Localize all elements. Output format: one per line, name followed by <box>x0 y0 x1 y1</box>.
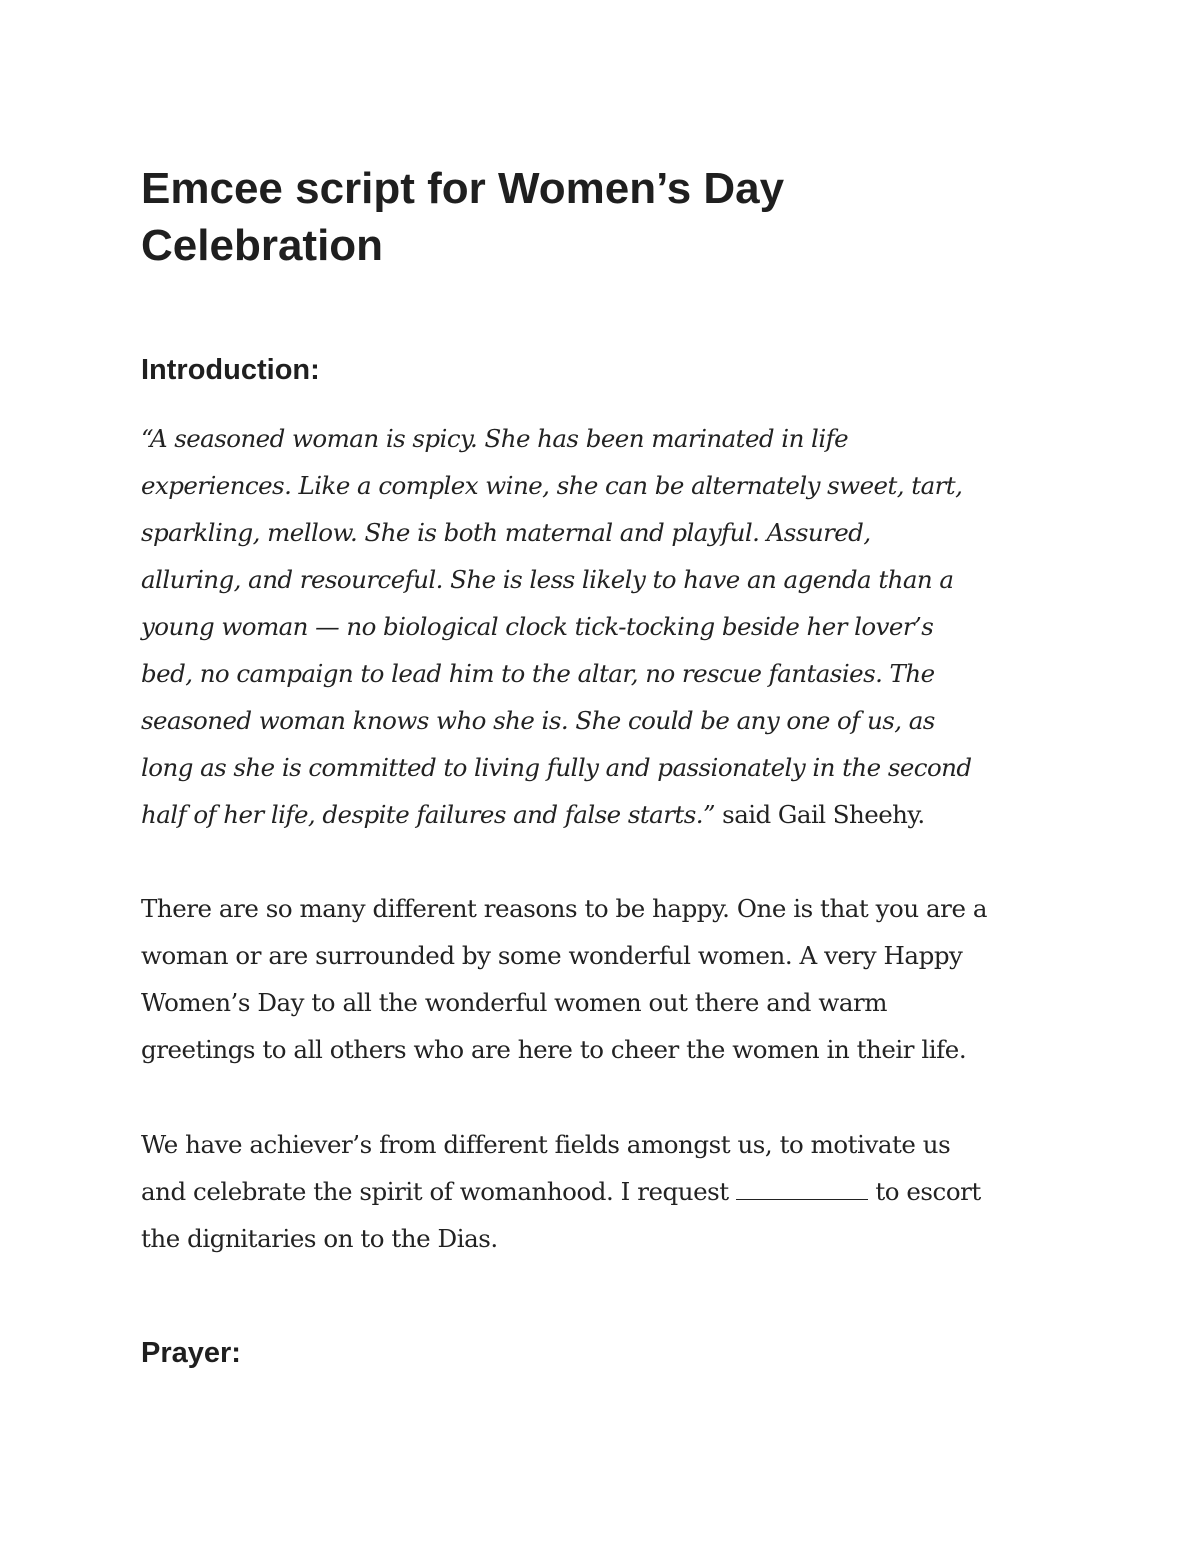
paragraph-line-with-blank <box>141 1168 1061 1215</box>
quote-paragraph <box>141 415 1061 838</box>
quote-attribution: said Gail Sheehy. <box>714 800 925 829</box>
quote-last-line <box>141 791 1061 838</box>
quote-line: bed, no campaign to lead him to the altar, no rescue fantasies. The <box>141 659 935 688</box>
quote-line: “A seasoned woman is spicy. She has been marinated in life <box>141 424 849 453</box>
title-line-1: Emcee script for Women’s Day <box>141 164 785 213</box>
text-after-blank: to escort <box>868 1177 981 1206</box>
paragraph-line: the dignitaries on to the Dias. <box>141 1224 498 1253</box>
happy-paragraph <box>141 885 1061 1073</box>
quote-line: seasoned woman knows who she is. She could be any one of us, as <box>141 706 935 735</box>
introduction-heading: Introduction: <box>141 354 320 386</box>
quote-line: experiences. Like a complex wine, she can be alternately sweet, tart, <box>141 471 963 500</box>
quote-line: young woman — no biological clock tick-tocking beside her lover’s <box>141 612 934 641</box>
quote-line: alluring, and resourceful. She is less likely to have an agenda than a <box>141 565 954 594</box>
paragraph-line: Women’s Day to all the wonderful women out there and warm <box>141 988 888 1017</box>
achiever-paragraph <box>141 1121 1061 1262</box>
paragraph-line: woman or are surrounded by some wonderful women. A very Happy <box>141 941 963 970</box>
prayer-heading: Prayer: <box>141 1337 241 1369</box>
paragraph-line: There are so many different reasons to be happy. One is that you are a <box>141 894 987 923</box>
fill-in-blank <box>736 1175 868 1200</box>
quote-line: long as she is committed to living fully and passionately in the second <box>141 753 972 782</box>
title-line-2: Celebration <box>141 221 384 270</box>
quote-line-end: half of her life, despite failures and false starts.” <box>141 800 715 829</box>
paragraph-line: greetings to all others who are here to cheer the women in their life. <box>141 1035 967 1064</box>
document-title <box>141 160 1061 274</box>
paragraph-line: We have achiever’s from different fields amongst us, to motivate us <box>141 1130 951 1159</box>
text-before-blank: and celebrate the spirit of womanhood. I request <box>141 1177 737 1206</box>
quote-line: sparkling, mellow. She is both maternal and playful. Assured, <box>141 518 871 547</box>
